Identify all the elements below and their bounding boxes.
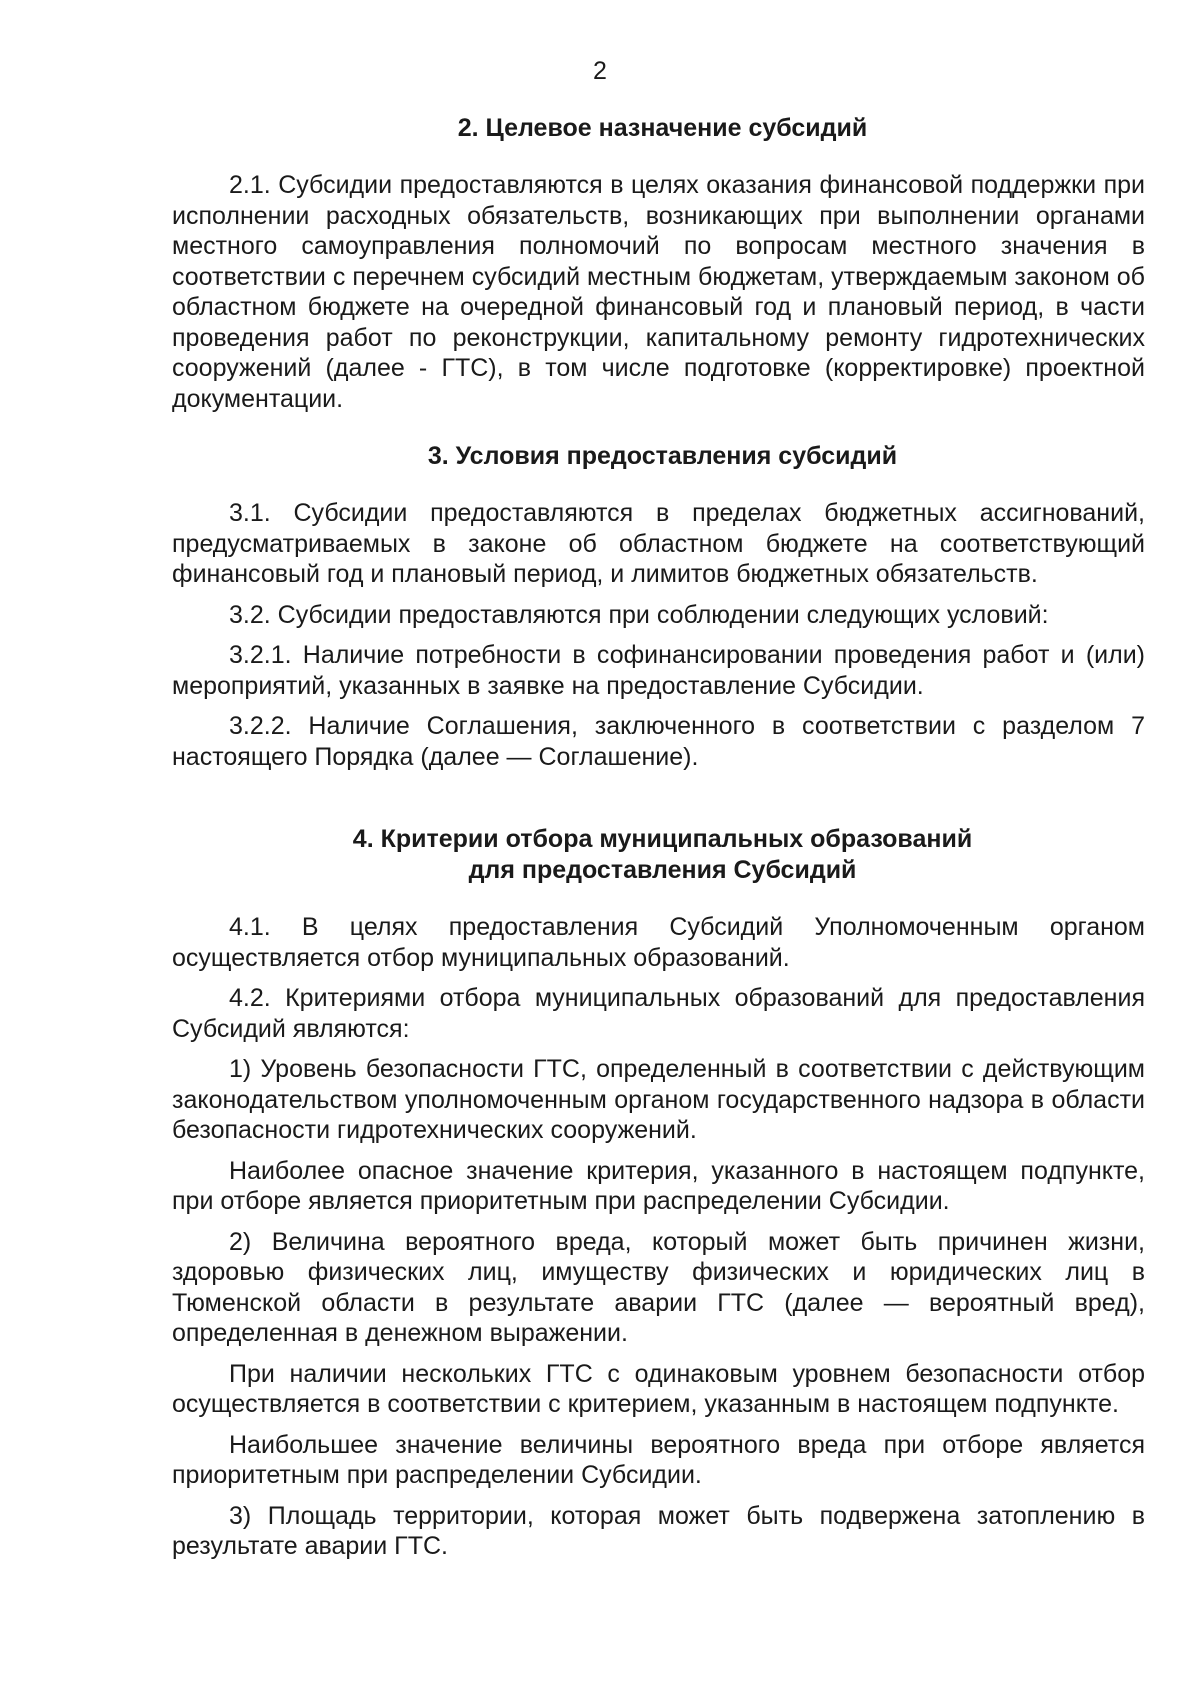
criterion-2: 2) Величина вероятного вреда, который может быть причинен жизни, здоровью физических лиц, имуществу физических и юридических лиц в Тюменской области в результате аварии ГТС (далее — вероятный вред), определенная в денежном выражении.: [172, 1227, 1145, 1347]
paragraph-3-2-1: 3.2.1. Наличие потребности в софинансировании проведения работ и (или) мероприятий, указанных в заявке на предоставление Субсидии.: [172, 641, 1145, 700]
paragraph-2-1: 2.1. Субсидии предоставляются в целях оказания финансовой поддержки при исполнении расходных обязательств, возникающих при выполнении органами местного самоуправления полномочий по вопросам местного значения в соответствии с перечнем субсидий местным бюджетам, утверждаемым законом об областном бюджете на очередной финансовый год и плановый период, в части проведения работ по реконструкции, капитальному ремонту гидротехнических сооружений (далее - ГТС), в том числе подготовке (корректировке) проектной документации.: [172, 171, 1145, 413]
section-4-heading-line-2: для предоставления Субсидий: [468, 856, 857, 884]
paragraph-4-1: 4.1. В целях предоставления Субсидий Уполномоченным органом осуществляется отбор муниципальных образований.: [172, 913, 1145, 972]
paragraph-3-2-2: 3.2.2. Наличие Соглашения, заключенного в соответствии с разделом 7 настоящего Порядка (далее — Соглашение).: [172, 712, 1145, 771]
criterion-1: 1) Уровень безопасности ГТС, определенный в соответствии с действующим законодательством уполномоченным органом государственного надзора в области безопасности гидротехнических сооружений.: [172, 1055, 1145, 1144]
document-body: [172, 113, 1145, 1562]
section-4-heading: [172, 824, 1145, 886]
page-number: 2: [593, 57, 607, 85]
criterion-1-note: Наиболее опасное значение критерия, указанного в настоящем подпункте, при отборе является приоритетным при распределении Субсидии.: [172, 1156, 1145, 1215]
criterion-2-note-1: При наличии нескольких ГТС с одинаковым уровнем безопасности отбор осуществляется в соответствии с критерием, указанным в настоящем подпункте.: [172, 1359, 1145, 1418]
paragraph-3-2: 3.2. Субсидии предоставляются при соблюдении следующих условий:: [229, 600, 1049, 629]
section-2-heading: 2. Целевое назначение субсидий: [457, 114, 868, 142]
section-4-heading-line-1: 4. Критерии отбора муниципальных образований: [352, 825, 973, 853]
criterion-3: 3) Площадь территории, которая может быть подвержена затоплению в результате аварии ГТС.: [172, 1501, 1145, 1560]
paragraph-3-1: 3.1. Субсидии предоставляются в пределах бюджетных ассигнований, предусматриваемых в законе об областном бюджете на соответствующий финансовый год и плановый период, и лимитов бюджетных обязательств.: [172, 499, 1145, 588]
criterion-2-note-2: Наибольшее значение величины вероятного вреда при отборе является приоритетным при распределении Субсидии.: [172, 1430, 1145, 1489]
section-3-heading: 3. Условия предоставления субсидий: [427, 442, 898, 470]
paragraph-4-2: 4.2. Критериями отбора муниципальных образований для предоставления Субсидий являются:: [172, 984, 1145, 1043]
